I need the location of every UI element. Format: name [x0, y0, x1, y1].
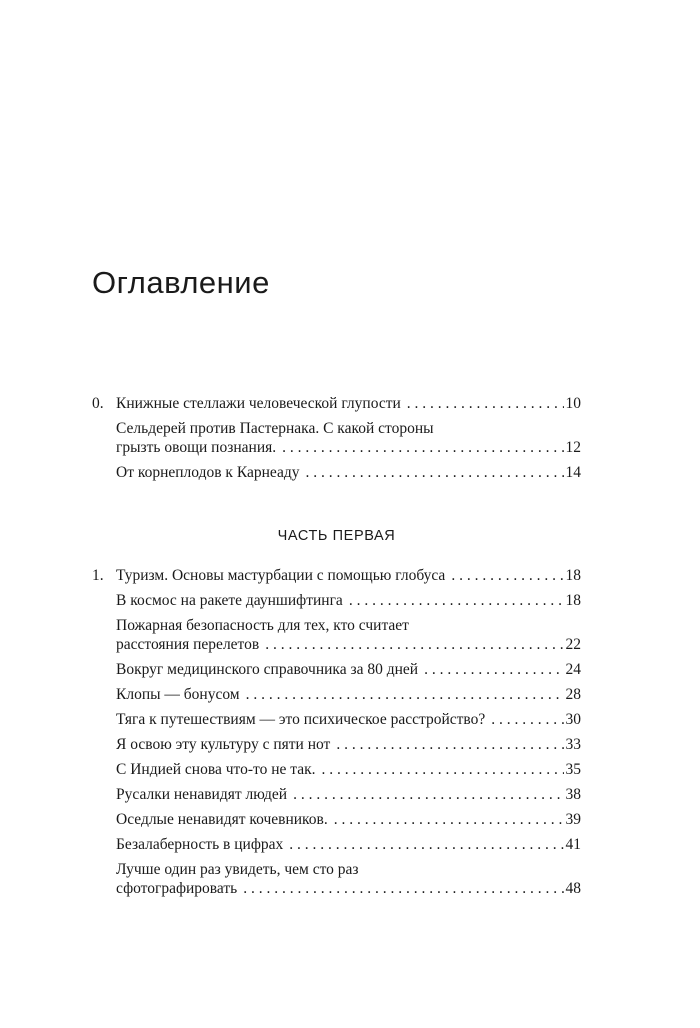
toc-entry-title: Я освою эту культуру с пяти нот: [116, 736, 331, 753]
toc-entry-title: Туризм. Основы мастурбации с помощью глобуса: [116, 567, 446, 584]
toc-entry-title: грызть овощи познания.: [116, 439, 277, 456]
toc-entry-title: сфотографировать: [116, 880, 238, 897]
toc-entry-page: 22: [565, 636, 581, 653]
toc-entry: [92, 835, 581, 854]
leader-dots: [424, 660, 563, 679]
toc-entry-page: 30: [565, 711, 581, 728]
part-heading: ЧАСТЬ ПЕРВАЯ: [277, 528, 396, 544]
toc-entry-page: 24: [565, 661, 581, 678]
toc-entry: [92, 591, 581, 610]
toc-entry: [92, 616, 581, 654]
leader-dots: [289, 835, 563, 854]
leader-dots: [322, 760, 564, 779]
page-title: Оглавление: [92, 264, 270, 300]
toc-entry-number: 0.: [92, 395, 104, 412]
toc-entry: [92, 463, 581, 482]
toc-intro-section: [92, 394, 581, 488]
toc-entry: [92, 810, 581, 829]
toc-entry-title: Тяга к путешествиям — это психическое расстройство?: [116, 711, 486, 728]
leader-dots: [305, 463, 563, 482]
toc-part1-section: [92, 566, 581, 904]
toc-entry: [92, 710, 581, 729]
leader-dots: [246, 685, 564, 704]
toc-entry-page: 18: [565, 592, 581, 609]
toc-entry: [92, 394, 581, 413]
toc-entry-title: Оседлые ненавидят кочевников.: [116, 811, 328, 828]
toc-entry-title-line: Сельдерей против Пастернака. С какой стороны: [116, 420, 434, 437]
leader-dots: [336, 735, 563, 754]
toc-entry-title-line: Пожарная безопасность для тех, кто считает: [116, 617, 409, 634]
toc-entry-page: 38: [565, 786, 581, 803]
toc-entry-page: 10: [565, 395, 581, 412]
leader-dots: [407, 394, 564, 413]
toc-entry: [92, 760, 581, 779]
toc-entry-title: С Индией снова что-то не так.: [116, 761, 316, 778]
toc-entry-page: 18: [565, 567, 581, 584]
toc-entry-title: Вокруг медицинского справочника за 80 дней: [116, 661, 419, 678]
toc-entry: [92, 685, 581, 704]
toc-entry-title-line: Лучше один раз увидеть, чем сто раз: [116, 861, 359, 878]
toc-entry-title: В космос на ракете дауншифтинга: [116, 592, 343, 609]
toc-entry-number: 1.: [92, 567, 104, 584]
toc-entry-title: Русалки ненавидят людей: [116, 786, 288, 803]
toc-entry: [92, 860, 581, 898]
leader-dots: [282, 438, 563, 457]
toc-entry-page: 41: [565, 836, 581, 853]
leader-dots: [334, 810, 564, 829]
leader-dots: [451, 566, 563, 585]
leader-dots: [243, 879, 563, 898]
toc-entry-page: 48: [565, 880, 581, 897]
leader-dots: [293, 785, 563, 804]
leader-dots: [491, 710, 563, 729]
toc-entry: [92, 785, 581, 804]
leader-dots: [265, 635, 563, 654]
toc-entry: [92, 566, 581, 585]
toc-entry: [92, 735, 581, 754]
leader-dots: [349, 591, 564, 610]
toc-entry: [92, 419, 581, 457]
toc-entry-page: 28: [565, 686, 581, 703]
toc-entry-title: От корнеплодов к Карнеаду: [116, 464, 300, 481]
toc-entry-page: 35: [565, 761, 581, 778]
toc-entry-title: расстояния перелетов: [116, 636, 260, 653]
toc-entry: [92, 660, 581, 679]
toc-entry-title: Книжные стеллажи человеческой глупости: [116, 395, 401, 412]
toc-entry-page: 33: [565, 736, 581, 753]
toc-entry-title: Клопы — бонусом: [116, 686, 240, 703]
toc-entry-page: 12: [565, 439, 581, 456]
toc-entry-page: 39: [565, 811, 581, 828]
toc-entry-page: 14: [565, 464, 581, 481]
toc-entry-title: Безалаберность в цифрах: [116, 836, 284, 853]
